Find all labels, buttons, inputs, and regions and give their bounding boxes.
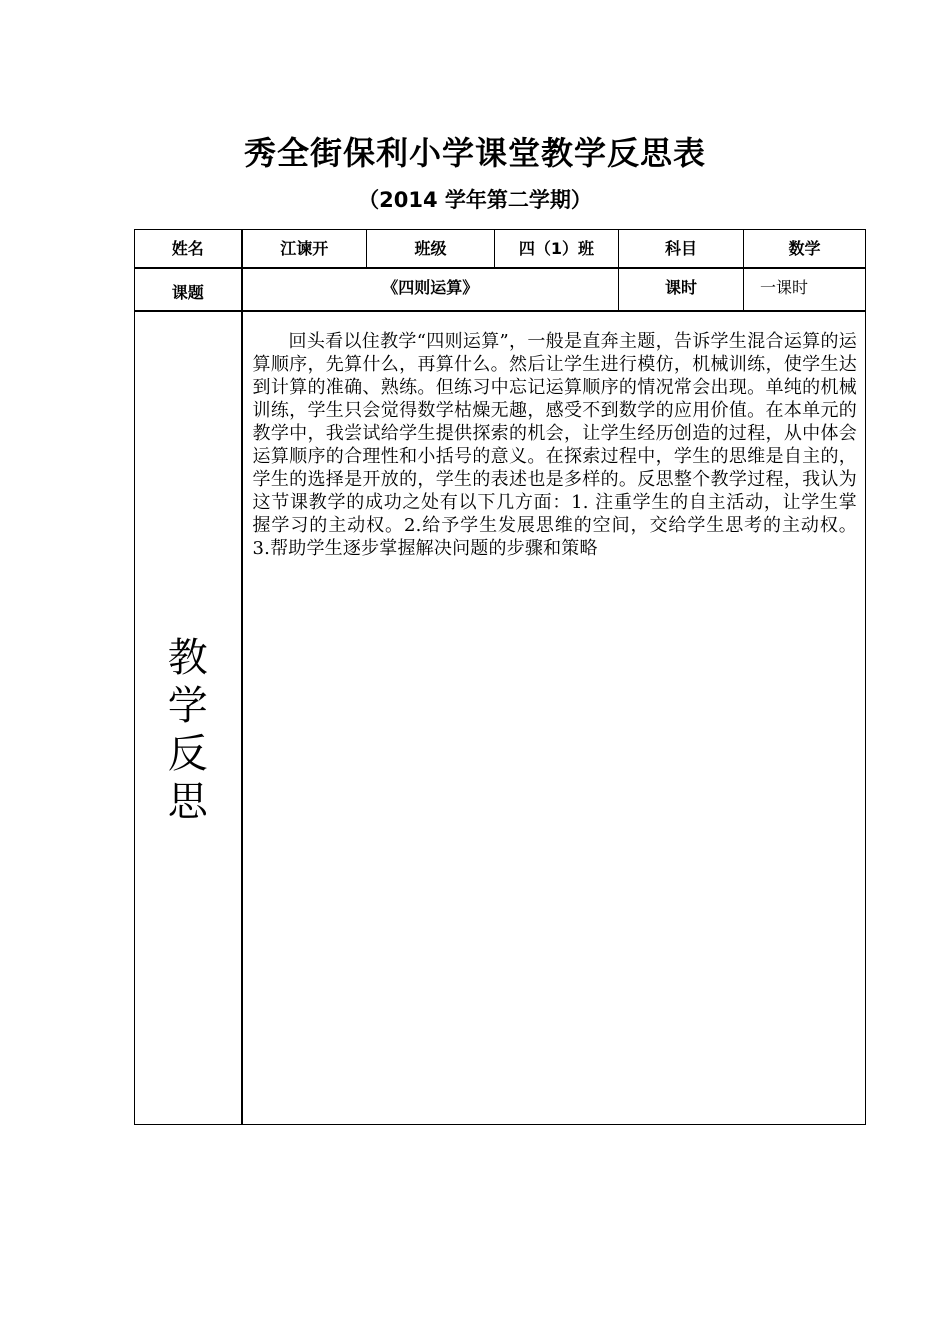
page-title: 秀全街保利小学课堂教学反思表 (243, 134, 706, 172)
class-value-cell (495, 230, 619, 268)
reflection-label-cell (135, 311, 242, 1125)
period-value-cell (744, 268, 866, 311)
reflection-label: 教学反思 (167, 634, 208, 825)
reflection-content-cell (242, 311, 866, 1125)
info-row-1 (135, 230, 866, 268)
subject-label-cell (619, 230, 744, 268)
class-label-cell (367, 230, 495, 268)
period-label-cell (619, 268, 744, 311)
name-label-cell (135, 230, 242, 268)
subject-value-cell (744, 230, 866, 268)
reflection-form-table (134, 229, 866, 1125)
name-label: 姓名 (171, 239, 204, 258)
info-row-2 (135, 268, 866, 311)
topic-value: 《四则运算》 (382, 277, 479, 297)
name-value: 江谏开 (280, 239, 329, 258)
page-subtitle: （2014 学年第二学期） (358, 188, 592, 212)
reflection-row (135, 311, 866, 1125)
topic-label: 课题 (171, 282, 204, 302)
period-value: 一课时 (760, 277, 809, 297)
subject-label: 科目 (664, 239, 697, 258)
name-value-cell (242, 230, 367, 268)
topic-value-cell (242, 268, 619, 311)
period-label: 课时 (664, 277, 697, 297)
topic-label-cell (135, 268, 242, 311)
subject-value: 数学 (788, 239, 821, 258)
reflection-text: 回头看以住教学“四则运算”，一般是直奔主题，告诉学生混合运算的运算顺序，先算什么，再算什么。然后让学生进行模仿，机械训练，使学生达到计算的准确、熟练。但练习中忘记运算顺序的情况常会出现。单纯的机械训练，学生只会觉得数学枯燥无趣，感受不到数学的应用价值。在本单元的教学中，我尝试给学生提供探索的机会，让学生经历创造的过程，从中体会运算顺序的合理性和小括号的意义。在探索过程中，学生的思维是自主的，学生的选择是开放的，学生的表述也是多样的。反思整个教学过程，我认为这节课教学的成功之处有以下几方面：1. 注重学生的自主活动，让学生掌握学习的主动权。2.给予学生发展思维的空间，交给学生思考的主动权。 3.帮助学生逐步掌握解决问题的步骤和策略 (252, 330, 857, 559)
class-label: 班级 (414, 239, 447, 258)
class-value: 四（1）班 (518, 239, 595, 258)
